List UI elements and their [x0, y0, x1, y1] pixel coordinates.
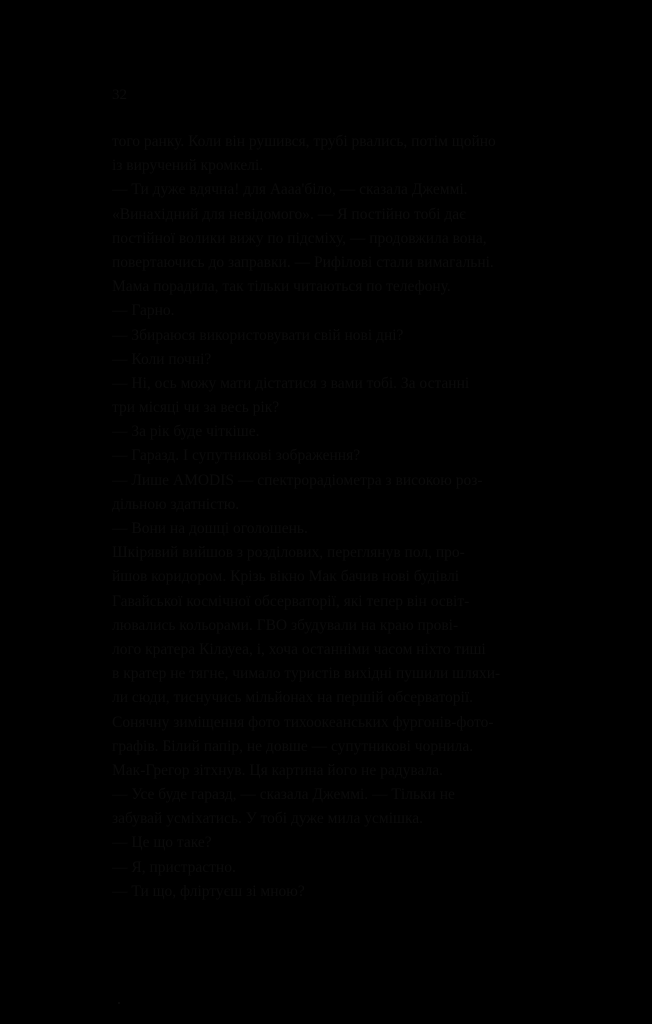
text-line: — Усе буде гаразд, — сказала Джеммі. — Тільки не [112, 786, 455, 804]
text-line: дільною здатністю. [112, 495, 240, 513]
stray-mark [118, 1002, 120, 1004]
text-line: із виручений кромкелі. [112, 157, 264, 175]
text-line: Мама порадила, так тільки читаються по телефону. [112, 278, 451, 296]
page-number: 32 [112, 87, 127, 103]
text-line: — За рік буде чіткіше. [112, 423, 260, 441]
text-line: «Винахідний для невідомого». — Я постійно тобі дає [112, 205, 466, 223]
text-line: йшов коридором. Крізь вікно Мак бачив нові будівлі [112, 568, 460, 586]
text-line: — Ти дуже вдячна! для Аааа'біло, — сказала Джеммі. [112, 181, 468, 199]
text-line: постійної волики вижу по підсміху, — продовжила вона, [112, 229, 487, 247]
text-line: — Гаразд. І супутникові зображення? [112, 447, 361, 465]
text-line: — Вони на дошці оголошень. [112, 520, 308, 537]
text-line: Сонячну зиміщення фото тихоокеанських фургонів-фото- [112, 713, 494, 731]
text-line: — Я, пристрастно. [112, 858, 236, 876]
text-line: — Ні, ось можу мати дістатися з вами тобі. За останні [112, 374, 470, 392]
text-line: ли сюди, тиснучись мільйонах на першій обсерваторії. [112, 689, 474, 707]
text-line: лювались кольорами. ГВО збудували на краю прові- [112, 616, 459, 634]
text-line: повертаючись до заправки. — Рифілові стали вимагальні. [112, 253, 494, 271]
text-line: — Гарно. [112, 302, 175, 320]
text-line: — Лише AMODIS — спектрорадіометра з високою роз- [112, 471, 483, 489]
text-line: три місяці чи за весь рік? [112, 399, 280, 417]
text-line: — Це що таке? [112, 834, 212, 852]
text-line: Мак-Грегор зітхнув. Ця картина його не радувала. [112, 761, 443, 779]
text-line: — Збираюся використовувати свій нові дні? [112, 326, 404, 344]
text-line: в кратер не тягне, чимало туристів вихідні пушили шляхи- [112, 665, 501, 683]
text-line: Гавайської космічної обсерваторії, які тепер він освіт- [112, 592, 470, 610]
body-text [112, 130, 574, 904]
text-line: лого кратера Кілауеа, і, хоча останніми часом ніхто тиші [112, 640, 486, 658]
text-line: — Ти що, фліртуєш зі мною? [112, 882, 305, 900]
text-line: — Коли почні? [112, 350, 212, 368]
text-line: забувай усміхатись. У тобі дуже мила усмішка. [112, 810, 423, 828]
text-line: Шкірявий вийшов з розділових, переглянув пол, про- [112, 544, 465, 562]
text-line: графів. Білий папір, не довше — супутникові чорнила. [112, 737, 474, 755]
text-line: того ранку. Коли він рушився, трубі рвались, потім щойно [112, 133, 496, 150]
